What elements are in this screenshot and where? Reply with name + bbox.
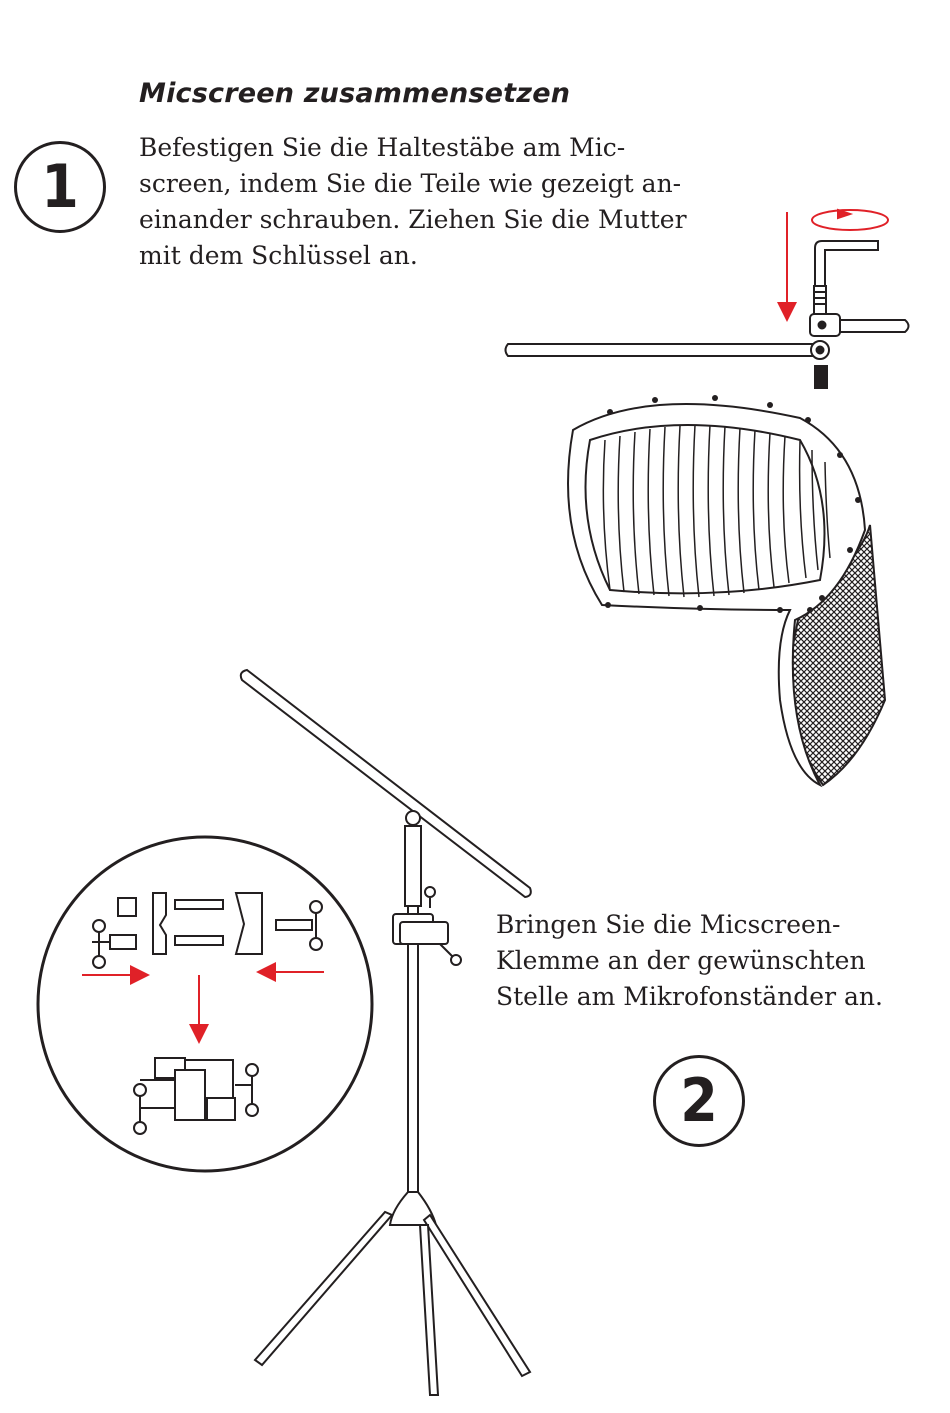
step-1-line: einander schrauben. Ziehen Sie die Mutter <box>139 205 687 234</box>
step-1-number: 1 <box>14 141 106 233</box>
wrench <box>815 241 878 286</box>
step-2-line: Bringen Sie die Micscreen- <box>496 910 841 939</box>
step-1-line: screen, indem Sie die Teile wie gezeigt an- <box>139 169 682 198</box>
step-1-line: Befestigen Sie die Haltestäbe am Mic- <box>139 133 626 162</box>
nut <box>815 366 827 388</box>
micscreen-illustration <box>568 395 885 785</box>
stand-leg <box>255 1212 392 1365</box>
step-2-number: 2 <box>653 1055 745 1147</box>
step-1-line: mit dem Schlüssel an. <box>139 241 418 270</box>
step-2-line: Klemme an der gewünschten <box>496 946 866 975</box>
clamp-detail-illustration <box>38 837 372 1171</box>
section-title: Micscreen zusammensetzen <box>139 78 571 109</box>
stand-leg <box>420 1225 438 1395</box>
stand-pole <box>405 826 421 906</box>
holding-rod <box>506 344 817 356</box>
step-2-line: Stelle am Mikrofonständer an. <box>496 982 883 1011</box>
stand-leg <box>424 1215 530 1376</box>
rod-assembly-illustration <box>506 210 909 388</box>
